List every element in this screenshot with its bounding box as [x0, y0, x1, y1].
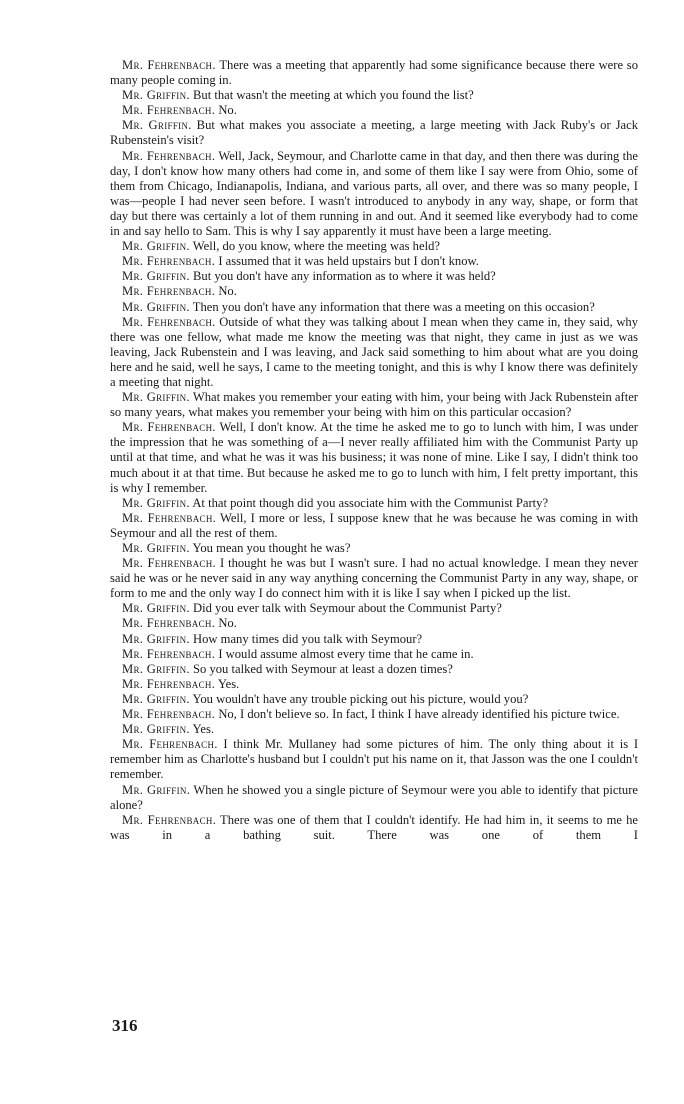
testimony-text: Well, Jack, Seymour, and Charlotte came in that day, and then there was during the day, I don't know how many others had come in, and some of them like I say were from Ohio, some of them from Chicago, Indianapolis, Indiana, and various parts, all over, and there was so many people, I was—people I had never seen before. I wasn't introduced to anybody in any way, shape, or form that day but there was certainly a lot of them running in and out. And it seemed like everybody had to come in and say hello to Sam. This is why I say apparently it must have been a large meeting.	[110, 148, 639, 239]
testimony-text: Well, I don't know. At the time he asked me to go to lunch with him, I was under the impression that he was something of a—I never really affiliated him with the Communist Party up until at that time, and what he was it was his business; it was none of mine. Like I say, I didn't think too much about it at that time. But because he asked me to go to lunch with him, I felt pretty important, this is why I remember.	[110, 420, 638, 495]
testimony-text: You mean you thought he was?	[192, 541, 351, 555]
testimony-text: But that wasn't the meeting at which you found the list?	[193, 88, 474, 103]
testimony-paragraph	[110, 496, 638, 511]
speaker-name: Mr. Griffin.	[122, 691, 190, 706]
testimony-text: I thought he was but I wasn't sure. I had no actual knowledge. I mean they never said he was or he never said in any way anything concerning the Communist Party in any way, shape, or form to me and the only way I do connect him with it is like I say when I picked up the list.	[110, 556, 639, 601]
testimony-text: I assumed that it was held upstairs but I don't know.	[218, 254, 479, 269]
testimony-paragraph	[110, 511, 638, 541]
testimony-text: Outside of what they was talking about I mean when they came in, they said, why there was one fellow, what made me know the meeting was that night, they came in just as we was leaving, Jack Rubenstein and I was leaving, and Jack said something to him about what are you doing here and he said, well he says, I came to the meeting tonight, and this is why I know there was definitely a meeting that night.	[110, 314, 639, 389]
testimony-paragraph	[110, 677, 638, 692]
speaker-name: Mr. Fehrenbach.	[122, 812, 217, 827]
speaker-name: Mr. Griffin.	[122, 661, 190, 676]
testimony-paragraph	[110, 420, 638, 495]
testimony-text: No.	[218, 616, 237, 631]
testimony-text: There was a meeting that apparently had some significance because there were so many people coming in.	[110, 58, 639, 88]
testimony-paragraph	[110, 269, 638, 284]
page-number: 316	[112, 1016, 138, 1035]
testimony-text: Yes.	[192, 722, 215, 737]
speaker-name: Mr. Griffin.	[122, 88, 190, 103]
speaker-name: Mr. Griffin.	[122, 239, 190, 254]
testimony-paragraph	[110, 118, 638, 148]
speaker-name: Mr. Fehrenbach.	[122, 58, 216, 72]
testimony-paragraph	[110, 556, 638, 601]
testimony-text: But you don't have any information as to where it was held?	[193, 269, 496, 284]
speaker-name: Mr. Griffin.	[122, 782, 191, 797]
speaker-name: Mr. Fehrenbach.	[122, 737, 218, 752]
testimony-paragraph	[110, 88, 638, 103]
speaker-name: Mr. Fehrenbach.	[122, 284, 216, 299]
testimony-text: No.	[218, 103, 237, 118]
testimony-paragraph	[110, 541, 638, 556]
testimony-text: How many times did you talk with Seymour?	[193, 631, 423, 646]
testimony-text: No.	[218, 284, 237, 299]
speaker-name: Mr. Griffin.	[122, 722, 190, 737]
speaker-name: Mr. Fehrenbach.	[122, 420, 216, 435]
speaker-name: Mr. Fehrenbach.	[122, 556, 216, 571]
speaker-name: Mr. Fehrenbach.	[122, 148, 216, 163]
testimony-text: I would assume almost every time that he came in.	[218, 646, 474, 661]
speaker-name: Mr. Fehrenbach.	[122, 103, 216, 118]
testimony-text: Then you don't have any information that there was a meeting on this occasion?	[192, 299, 595, 314]
testimony-paragraph	[110, 692, 638, 707]
testimony-paragraph	[110, 662, 638, 677]
testimony-paragraph	[110, 284, 638, 299]
testimony-text: So you talked with Seymour at least a dozen times?	[193, 661, 453, 676]
testimony-text: At that point though did you associate him with the Communist Party?	[192, 495, 549, 510]
testimony-paragraph	[110, 103, 638, 118]
testimony-text: Did you ever talk with Seymour about the Communist Party?	[193, 601, 502, 616]
speaker-name: Mr. Griffin.	[122, 631, 190, 646]
testimony-text: Well, do you know, where the meeting was held?	[192, 239, 440, 254]
testimony-paragraph	[110, 254, 638, 269]
testimony-text: I think Mr. Mullaney had some pictures of him. The only thing about it is I remember him as Charlotte's husband but I couldn't put his name on it, that Jasson was the one I couldn't remember.	[110, 737, 639, 782]
speaker-name: Mr. Fehrenbach.	[122, 510, 217, 525]
speaker-name: Mr. Griffin.	[122, 541, 190, 555]
speaker-name: Mr. Griffin.	[122, 118, 192, 133]
testimony-text: What makes you remember your eating with him, your being with Jack Rubenstein after so many years, what makes you remember your being with him on this particular occasion?	[110, 390, 638, 420]
testimony-text: Yes.	[217, 676, 240, 691]
testimony-paragraph	[110, 722, 638, 737]
testimony-paragraph	[110, 239, 638, 254]
speaker-name: Mr. Griffin.	[122, 601, 190, 616]
speaker-name: Mr. Fehrenbach.	[122, 646, 216, 661]
testimony-paragraph	[110, 300, 638, 315]
speaker-name: Mr. Fehrenbach.	[122, 616, 216, 631]
testimony-paragraph	[110, 390, 638, 420]
speaker-name: Mr. Griffin.	[122, 495, 190, 510]
testimony-text: No, I don't believe so. In fact, I think I have already identified his picture twice.	[218, 707, 620, 722]
speaker-name: Mr. Fehrenbach.	[122, 254, 216, 269]
speaker-name: Mr. Griffin.	[122, 390, 190, 405]
speaker-name: Mr. Fehrenbach.	[122, 676, 216, 691]
testimony-paragraph	[110, 632, 638, 647]
speaker-name: Mr. Griffin.	[122, 299, 190, 314]
testimony-paragraph	[110, 616, 638, 631]
testimony-paragraph	[110, 647, 638, 662]
testimony-text: Well, I more or less, I suppose knew that he was because he was coming in with Seymour and all the rest of them.	[110, 510, 638, 540]
speaker-name: Mr. Fehrenbach.	[122, 707, 216, 722]
testimony-paragraph	[110, 315, 638, 390]
testimony-text: You wouldn't have any trouble picking out his picture, would you?	[192, 691, 529, 706]
testimony-text: When he showed you a single picture of Seymour were you able to identify that picture alone?	[110, 782, 638, 812]
testimony-paragraph	[110, 601, 638, 616]
testimony-paragraph	[110, 737, 638, 782]
testimony-paragraph	[110, 149, 638, 240]
transcript-body	[110, 58, 638, 843]
testimony-paragraph	[110, 707, 638, 722]
speaker-name: Mr. Fehrenbach.	[122, 314, 216, 329]
testimony-text: There was one of them that I couldn't identify. He had him in, it seems to me he was in a bathing suit. There was one of them I	[110, 812, 638, 842]
testimony-paragraph	[110, 783, 638, 813]
testimony-paragraph	[110, 813, 638, 843]
speaker-name: Mr. Griffin.	[122, 269, 190, 284]
testimony-paragraph	[110, 58, 638, 88]
testimony-text: But what makes you associate a meeting, a large meeting with Jack Ruby's or Jack Rubenstein's visit?	[110, 118, 638, 148]
